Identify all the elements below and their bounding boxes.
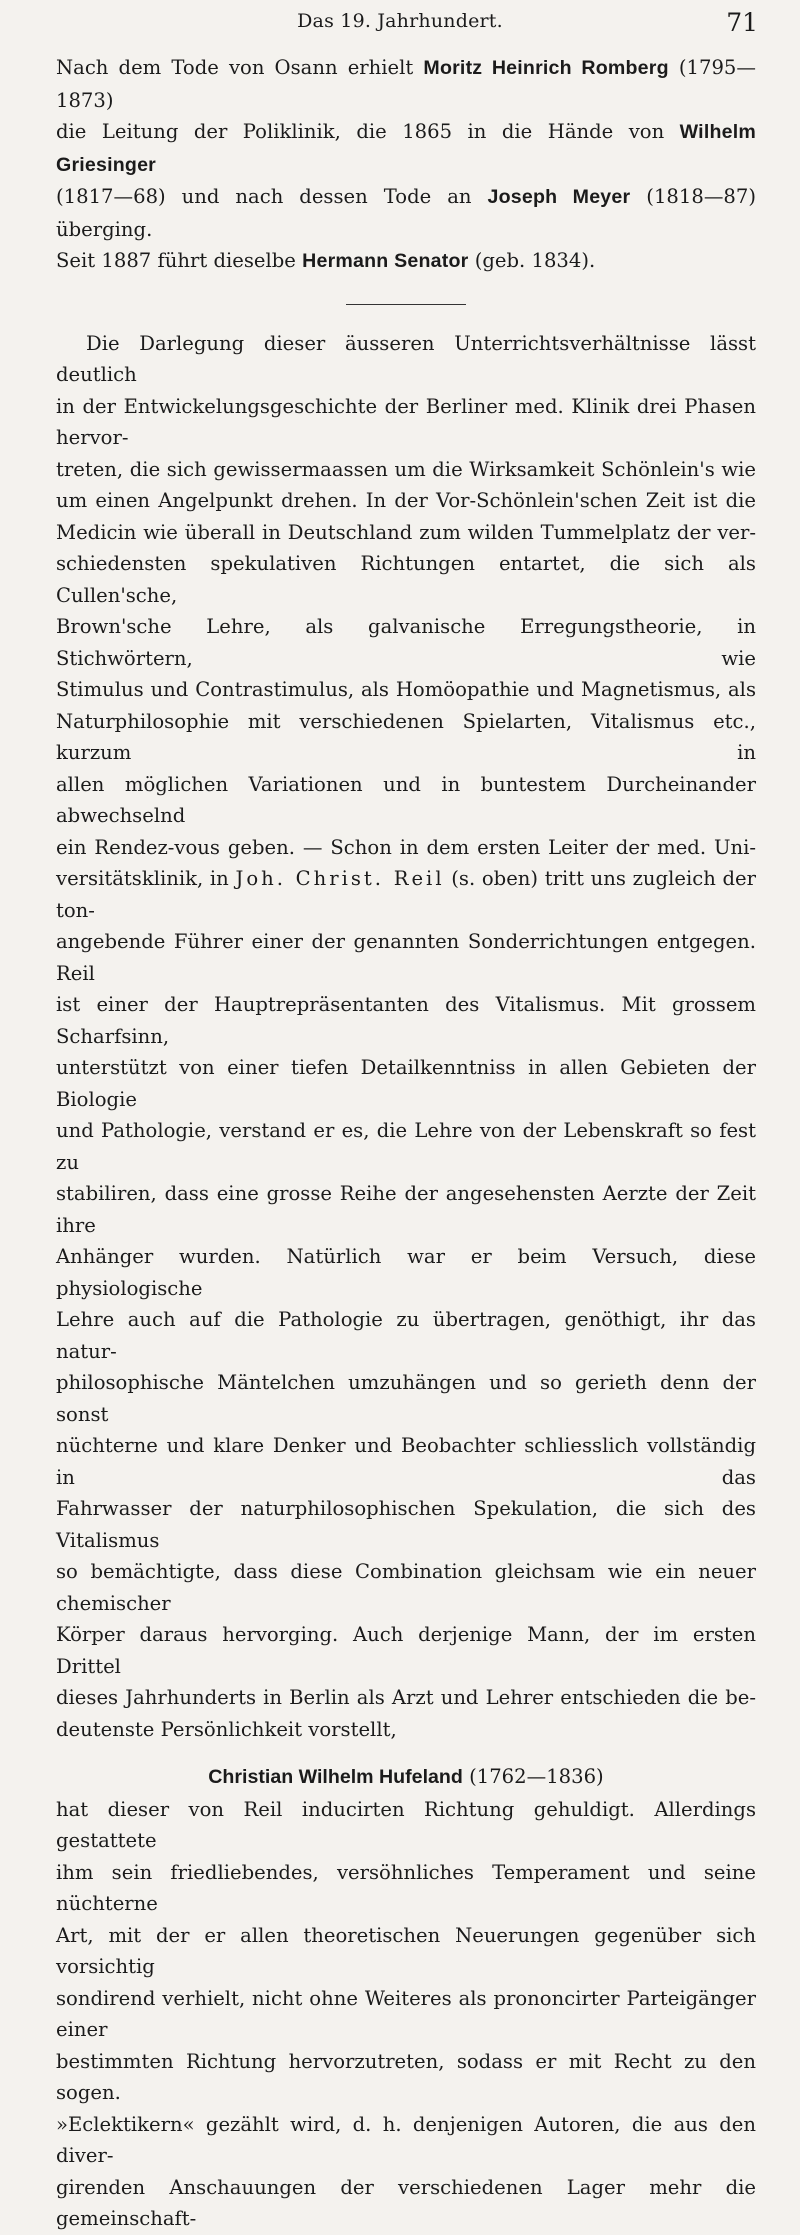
text-run: Medicin wie überall in Deutschland zum wilden Tummelplatz der ver-	[56, 520, 756, 544]
text-run: hat dieser von Reil inducirten Richtung gehuldigt. Allerdings gestattete	[56, 1797, 756, 1852]
text-line	[56, 706, 756, 769]
text-run: »Eclektikern« gezählt wird, d. h. denjenigen Autoren, die aus den diver-	[56, 2112, 756, 2167]
text-run: Brown'sche Lehre, als galvanische Erregungstheorie, in Stichwörtern, wie	[56, 615, 756, 670]
paragraph-osann-succession	[56, 52, 756, 278]
text-run: stabiliren, dass eine grosse Reihe der angesehensten Aerzte der Zeit ihre	[56, 1182, 756, 1237]
text-run: sondirend verhielt, nicht ohne Weiteres als prononcirter Parteigänger einer	[56, 1986, 756, 2041]
text-run: (1795—1873)	[56, 56, 756, 112]
text-line	[56, 1619, 756, 1682]
text-run: (s. oben) tritt uns zugleich der ton-	[56, 867, 756, 922]
text-run: Stimulus und Contrastimulus, als Homöopathie und Magnetismus, als	[56, 678, 756, 701]
text-run: angebende Führer einer der genannten Sonderrichtungen entgegen. Reil	[56, 930, 756, 985]
text-run: treten, die sich gewissermaassen um die Wirksamkeit Schönlein's wie	[56, 457, 756, 481]
heading-name: Christian Wilhelm Hufeland	[208, 1766, 463, 1788]
text-run: schiedensten spekulativen Richtungen entartet, die sich als Cullen'sche,	[56, 552, 756, 607]
text-run: Lehre auch auf die Pathologie zu übertragen, genöthigt, ihr das natur-	[56, 1308, 756, 1363]
person-name: Wilhelm Griesinger	[56, 121, 756, 176]
text-line	[56, 1556, 756, 1619]
text-line	[56, 1178, 756, 1241]
text-run: ist einer der Hauptrepräsentanten des Vitalismus. Mit grossem Scharfsinn,	[56, 993, 756, 1048]
text-line	[56, 2109, 756, 2172]
text-line	[56, 611, 756, 674]
person-name: Moritz Heinrich Romberg	[423, 57, 669, 79]
text-line	[56, 863, 756, 926]
text-run: (geb. 1834).	[468, 249, 596, 272]
text-run: (1817—68) und nach dessen Tode an	[56, 185, 488, 208]
text-line	[56, 1920, 756, 1983]
page-body	[56, 52, 756, 2235]
text-line	[56, 181, 756, 245]
text-run: dieses Jahrhunderts in Berlin als Arzt und Lehrer entschieden die be-	[56, 1686, 756, 1709]
text-run: so bemächtigte, dass diese Combination gleichsam wie ein neuer chemischer	[56, 1560, 756, 1615]
text-run: um einen Angelpunkt drehen. In der Vor-Schönlein'schen Zeit ist die	[56, 489, 756, 512]
heading-dates: (1762—1836)	[462, 1765, 604, 1788]
text-run: Naturphilosophie mit verschiedenen Spielarten, Vitalismus etc., kurzum in	[56, 709, 756, 764]
text-run: Nach dem Tode von Osann erhielt	[56, 56, 424, 79]
text-run: Anhänger wurden. Natürlich war er beim Versuch, diese physiologische	[56, 1245, 756, 1300]
text-line	[56, 1367, 756, 1430]
person-name: Hermann Senator	[302, 250, 469, 272]
text-run: philosophische Mäntelchen umzuhängen und so gerieth denn der sonst	[56, 1371, 756, 1426]
text-line	[56, 769, 756, 832]
text-run: in der Entwickelungsgeschichte der Berliner med. Klinik drei Phasen hervor-	[56, 394, 756, 449]
text-run: die Leitung der Poliklinik, die 1865 in die Hände von	[56, 120, 680, 143]
page-header	[0, 10, 800, 40]
paragraph-three-phases	[56, 328, 756, 1746]
paragraph-hufeland	[56, 1794, 756, 2235]
hufeland-heading	[56, 1761, 756, 1794]
text-line	[56, 926, 756, 989]
text-run: Seit 1887 führt dieselbe	[56, 249, 303, 272]
text-line	[56, 1430, 756, 1493]
text-line	[56, 674, 756, 706]
section-divider	[346, 304, 466, 305]
text-line	[56, 832, 756, 864]
text-run: nüchterne und klare Denker und Beobachter schliesslich vollständig in das	[56, 1434, 756, 1489]
text-line	[56, 1115, 756, 1178]
text-line	[56, 328, 756, 391]
text-run: girenden Anschauungen der verschiedenen Lager mehr die gemeinschaft-	[56, 2175, 756, 2230]
text-line	[56, 517, 756, 549]
page-number: 71	[726, 8, 758, 37]
text-run: ein Rendez-vous geben. — Schon in dem ersten Leiter der med. Uni-	[56, 835, 756, 859]
text-line	[56, 1857, 756, 1920]
text-run: unterstützt von einer tiefen Detailkenntniss in allen Gebieten der Biologie	[56, 1056, 756, 1111]
text-run: (1818—87) überging.	[56, 185, 756, 241]
text-line	[56, 52, 756, 116]
text-line	[56, 245, 756, 278]
text-line	[56, 1241, 756, 1304]
text-run: Die Darlegung dieser äusseren Unterrichtsverhältnisse lässt deutlich	[56, 331, 756, 386]
person-name: Joseph Meyer	[487, 186, 631, 208]
text-run: Körper daraus hervorging. Auch derjenige Mann, der im ersten Drittel	[56, 1623, 756, 1678]
text-run: Fahrwasser der naturphilosophischen Spekulation, die sich des Vitalismus	[56, 1497, 756, 1552]
text-line	[56, 989, 756, 1052]
text-run: ihm sein friedliebendes, versöhnliches Temperament und seine nüchterne	[56, 1860, 756, 1915]
spaced-name: Joh. Christ. Reil	[235, 867, 445, 890]
text-run: versitätsklinik, in	[56, 867, 236, 890]
running-title: Das 19. Jahrhundert.	[297, 10, 503, 32]
text-line	[56, 2046, 756, 2109]
text-line	[56, 2172, 756, 2235]
text-line	[56, 1714, 756, 1746]
text-line	[56, 548, 756, 611]
text-line	[56, 485, 756, 517]
text-line	[56, 116, 756, 181]
text-run: deutenste Persönlichkeit vorstellt,	[56, 1717, 397, 1741]
text-line	[56, 1052, 756, 1115]
text-run: und Pathologie, verstand er es, die Lehre von der Lebenskraft so fest zu	[56, 1119, 756, 1174]
text-line	[56, 1983, 756, 2046]
text-run: allen möglichen Variationen und in buntestem Durcheinander abwechselnd	[56, 772, 756, 827]
text-run: bestimmten Richtung hervorzutreten, sodass er mit Recht zu den sogen.	[56, 2049, 756, 2104]
text-line	[56, 1304, 756, 1367]
text-line	[56, 1682, 756, 1714]
text-line	[56, 1493, 756, 1556]
text-line	[56, 454, 756, 486]
text-line	[56, 1794, 756, 1857]
text-line	[56, 391, 756, 454]
text-run: Art, mit der er allen theoretischen Neuerungen gegenüber sich vorsichtig	[56, 1923, 756, 1978]
